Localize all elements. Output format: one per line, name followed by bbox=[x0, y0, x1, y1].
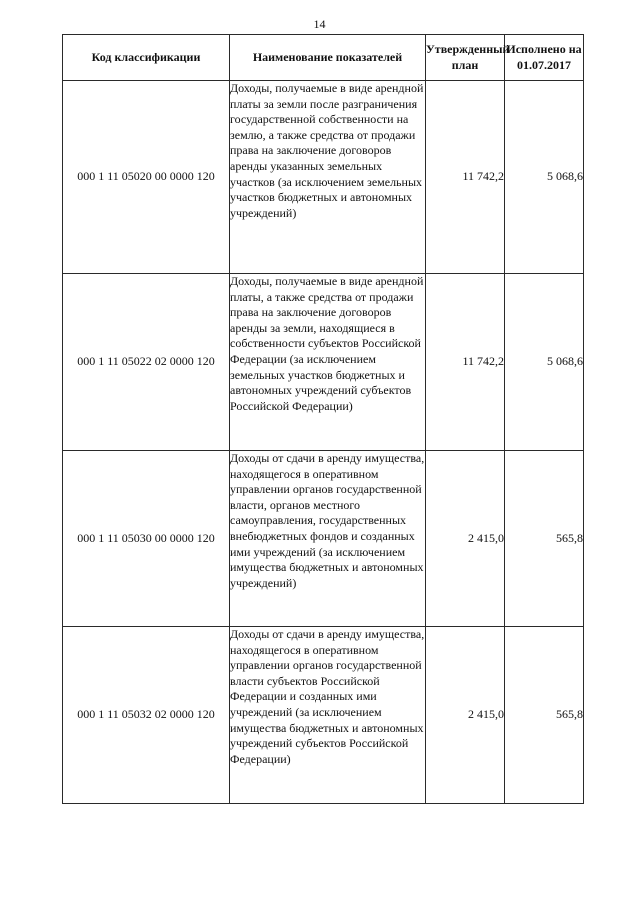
indicator-name: Доходы, получаемые в виде арендной платы, а также средства от продажи права на заключение договоров аренды за земли, находящиеся в собственности субъектов Российской Федерации (за исключением земельных участков бюджетных и автономных учреждений субъектов Российской Федерации) bbox=[230, 274, 426, 451]
indicator-name: Доходы, получаемые в виде арендной платы за земли после разграничения государственной собственности на землю, а также средства от продажи права на заключение договоров аренды указанных земельных участков (за исключением земельных участков бюджетных и автономных учреждений) bbox=[230, 81, 426, 274]
header-plan: Утвержденный план bbox=[426, 35, 505, 81]
table-row bbox=[63, 627, 584, 804]
page-number: 14 bbox=[313, 17, 326, 31]
table-row bbox=[63, 81, 584, 274]
table-row bbox=[63, 274, 584, 451]
classification-code: 000 1 11 05022 02 0000 120 bbox=[63, 274, 230, 451]
executed-value: 565,8 bbox=[505, 451, 584, 627]
header-name: Наименование показателей bbox=[230, 35, 426, 81]
executed-value: 5 068,6 bbox=[505, 274, 584, 451]
classification-code: 000 1 11 05020 00 0000 120 bbox=[63, 81, 230, 274]
indicator-name: Доходы от сдачи в аренду имущества, находящегося в оперативном управлении органов государственной власти, органов местного самоуправления, государственных внебюджетных фондов и созданных ими учреждений (за исключением имущества бюджетных и автономных учреждений) bbox=[230, 451, 426, 627]
budget-table bbox=[62, 34, 584, 804]
classification-code: 000 1 11 05032 02 0000 120 bbox=[63, 627, 230, 804]
executed-value: 5 068,6 bbox=[505, 81, 584, 274]
table-row bbox=[63, 451, 584, 627]
header-code: Код классификации bbox=[63, 35, 230, 81]
header-executed: Исполнено на 01.07.2017 bbox=[505, 35, 584, 81]
plan-value: 2 415,0 bbox=[426, 451, 505, 627]
indicator-name: Доходы от сдачи в аренду имущества, находящегося в оперативном управлении органов государственной власти субъектов Российской Федерации и созданных ими учреждений (за исключением имущества бюджетных и автономных учреждений субъектов Российской Федерации) bbox=[230, 627, 426, 804]
plan-value: 11 742,2 bbox=[426, 81, 505, 274]
classification-code: 000 1 11 05030 00 0000 120 bbox=[63, 451, 230, 627]
plan-value: 2 415,0 bbox=[426, 627, 505, 804]
plan-value: 11 742,2 bbox=[426, 274, 505, 451]
executed-value: 565,8 bbox=[505, 627, 584, 804]
table-header-row bbox=[63, 35, 584, 81]
